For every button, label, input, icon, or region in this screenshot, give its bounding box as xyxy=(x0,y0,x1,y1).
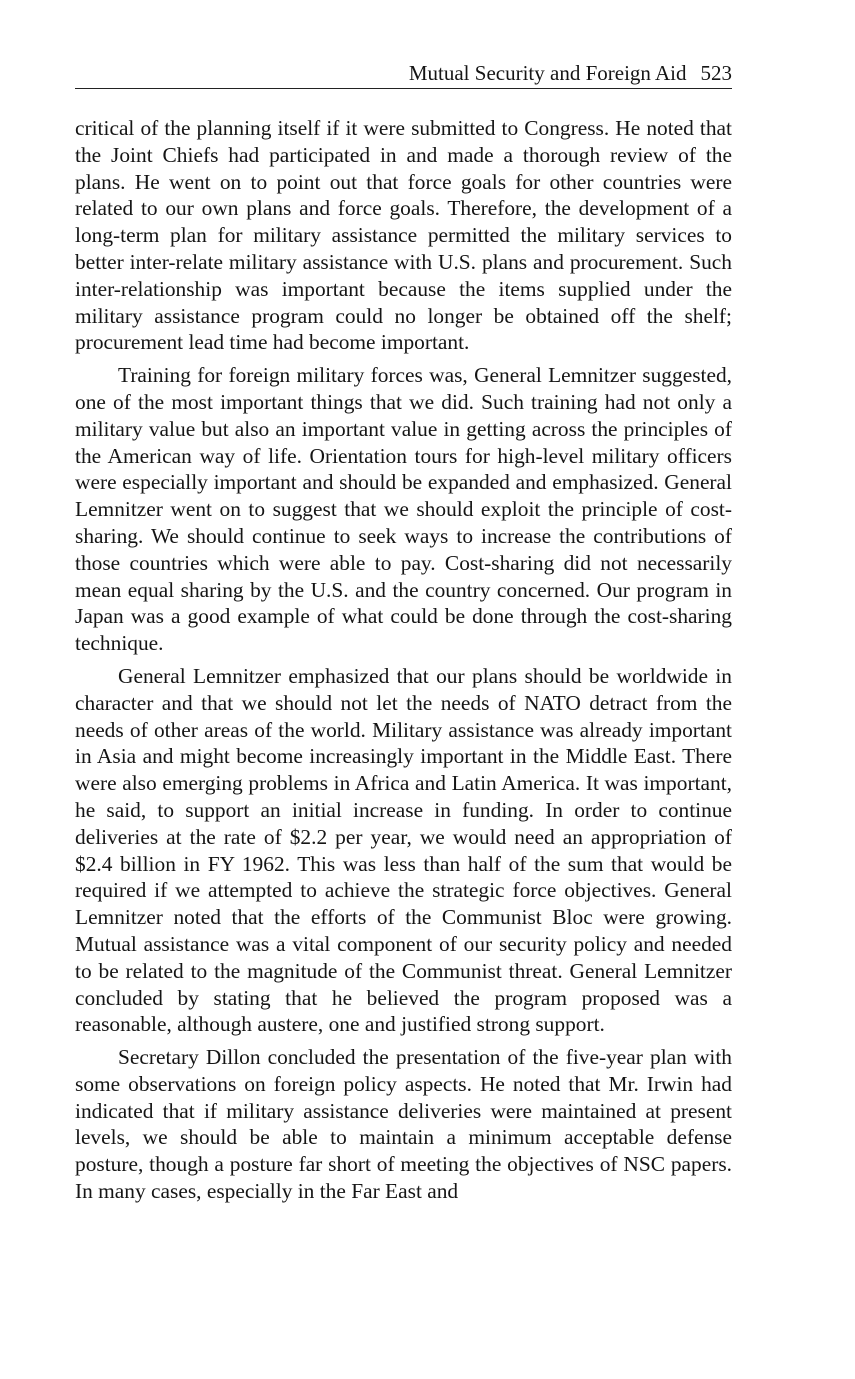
paragraph-3: General Lemnitzer emphasized that our plans should be worldwide in character and that we should not let the needs of NATO detract from the needs of other areas of the world. Military assistance was already important in Asia and might become increasingly important in the Middle East. There were also emerging problems in Africa and Latin America. It was important, he said, to support an initial increase in funding. In order to continue deliveries at the rate of $2.2 per year, we would need an appropriation of $2.4 billion in FY 1962. This was less than half of the sum that would be required if we attempted to achieve the strategic force objectives. General Lemnitzer noted that the efforts of the Communist Bloc were growing. Mutual assistance was a vital component of our security policy and needed to be related to the magnitude of the Communist threat. General Lemnitzer concluded by stating that he believed the program proposed was a reasonable, although austere, one and justified strong support. xyxy=(75,663,732,1037)
page-number: 523 xyxy=(700,61,732,85)
running-header xyxy=(75,60,732,89)
running-title: Mutual Security and Foreign Aid xyxy=(408,61,687,85)
paragraph-1: critical of the planning itself if it were submitted to Congress. He noted that the Joint Chiefs had participated in and made a thorough review of the plans. He went on to point out that force goals for other countries were related to our own plans and force goals. Therefore, the development of a long-term plan for military assistance permitted the military services to better inter-relate military assistance with U.S. plans and procurement. Such inter-relationship was important because the items supplied under the military assistance program could no longer be obtained off the shelf; procurement lead time had become important. xyxy=(75,116,732,355)
paragraph-4: Secretary Dillon concluded the presentation of the five-year plan with some observations on foreign policy aspects. He noted that Mr. Irwin had indicated that if military assistance deliveries were maintained at present levels, we should be able to maintain a minimum acceptable defense posture, though a posture far short of meeting the objectives of NSC papers. In many cases, especially in the Far East and xyxy=(75,1045,732,1204)
body-text xyxy=(75,115,732,1205)
paragraph-2: Training for foreign military forces was, General Lemnitzer suggested, one of the most important things that we did. Such training had not only a military value but also an important value in getting across the principles of the American way of life. Orientation tours for high-level military officers were especially important and should be expanded and emphasized. General Lemnitzer went on to suggest that we should exploit the principle of cost-sharing. We should continue to seek ways to increase the contributions of those countries which were able to pay. Cost-sharing did not necessarily mean equal sharing by the U.S. and the country concerned. Our program in Japan was a good example of what could be done through the cost-sharing technique. xyxy=(75,363,732,656)
